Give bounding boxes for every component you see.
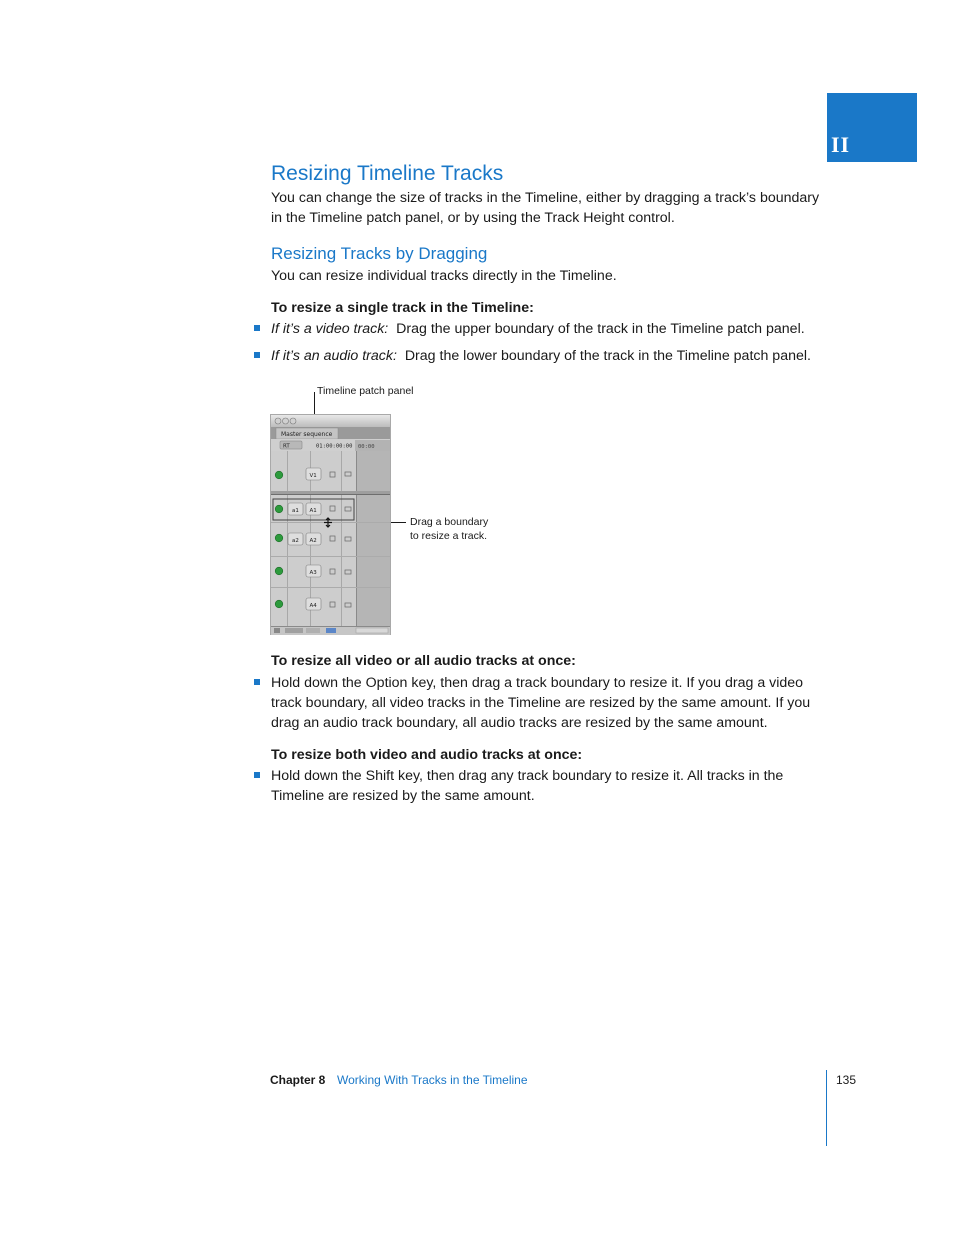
track-a1-label: A1 bbox=[309, 508, 317, 514]
audio-controls-button[interactable] bbox=[274, 628, 280, 633]
track-v1-visibility-icon[interactable] bbox=[275, 471, 283, 479]
track-a3-audio-icon[interactable] bbox=[275, 567, 283, 575]
zoom-slider[interactable] bbox=[356, 628, 388, 633]
task3-lead: To resize both video and audio tracks at once: bbox=[271, 747, 583, 763]
page-number: 135 bbox=[836, 1073, 857, 1087]
track-v1-label: V1 bbox=[309, 473, 317, 479]
bullet-text: Hold down the Option key, then drag a track boundary to resize it. If you drag a video track boundary, all video tracks in the Timeline are resized by the same amount. If you drag an audio track boundary, all audio tracks are resized by the same amount. bbox=[271, 675, 811, 731]
footer-divider bbox=[826, 1070, 827, 1146]
track-a1-source-label: a1 bbox=[292, 508, 299, 514]
footer-chapter-title[interactable]: Working With Tracks in the Timeline bbox=[337, 1073, 528, 1087]
task1-lead: To resize a single track in the Timeline: bbox=[271, 300, 534, 316]
callout-drag-line2: to resize a track. bbox=[410, 530, 488, 542]
track-a2-label: A2 bbox=[309, 538, 317, 544]
window-zoom-button[interactable] bbox=[290, 418, 296, 424]
track-a4-label: A4 bbox=[309, 603, 317, 609]
track-height-control[interactable] bbox=[285, 628, 303, 633]
callout-patch-panel: Timeline patch panel bbox=[317, 385, 414, 397]
rt-menu[interactable]: RT bbox=[283, 443, 290, 450]
section-heading: Resizing Timeline Tracks bbox=[271, 162, 504, 185]
bullet-text: Drag the lower boundary of the track in the Timeline patch panel. bbox=[404, 348, 811, 364]
task2-bullet bbox=[254, 673, 834, 733]
timecode-display: 01:00:00:00 bbox=[316, 443, 353, 450]
bullet-label: If it’s an audio track: bbox=[271, 348, 397, 364]
part-tab-label: II bbox=[831, 132, 851, 157]
bullet-marker bbox=[254, 679, 260, 685]
bullet-text: Drag the upper boundary of the track in the Timeline patch panel. bbox=[396, 321, 805, 337]
track-a4-audio-icon[interactable] bbox=[275, 600, 283, 608]
footer-chapter: Chapter 8 bbox=[270, 1073, 326, 1087]
task3-bullet bbox=[254, 766, 834, 806]
subsection-heading: Resizing Tracks by Dragging bbox=[271, 244, 488, 263]
track-a2-source-label: a2 bbox=[292, 538, 299, 544]
timeline-screenshot bbox=[270, 414, 391, 635]
bullet-label: If it’s a video track: bbox=[271, 321, 389, 337]
window-minimize-button[interactable] bbox=[283, 418, 289, 424]
ruler-timecode: 00:00 bbox=[358, 444, 375, 450]
bullet-marker bbox=[254, 772, 260, 778]
clip-overlays-button[interactable] bbox=[306, 628, 320, 633]
track-a2-audio-icon[interactable] bbox=[275, 534, 283, 542]
intro-paragraph: You can change the size of tracks in the Timeline, either by dragging a track’s boundary in the Timeline patch panel, or by using the Track Height control. bbox=[271, 190, 820, 226]
track-a3-label: A3 bbox=[309, 570, 317, 576]
track-a1-audio-icon[interactable] bbox=[275, 505, 283, 513]
callout-drag-line1: Drag a boundary bbox=[410, 516, 489, 528]
task2-lead: To resize all video or all audio tracks at once: bbox=[271, 653, 576, 669]
sub-intro-paragraph: You can resize individual tracks directly in the Timeline. bbox=[271, 268, 617, 284]
bullet-text: Hold down the Shift key, then drag any track boundary to resize it. All tracks in the Timeline are resized by the same amount. bbox=[271, 768, 784, 804]
sequence-tab[interactable]: Master sequence bbox=[281, 431, 333, 438]
zoom-control[interactable] bbox=[326, 628, 336, 633]
window-close-button[interactable] bbox=[275, 418, 281, 424]
